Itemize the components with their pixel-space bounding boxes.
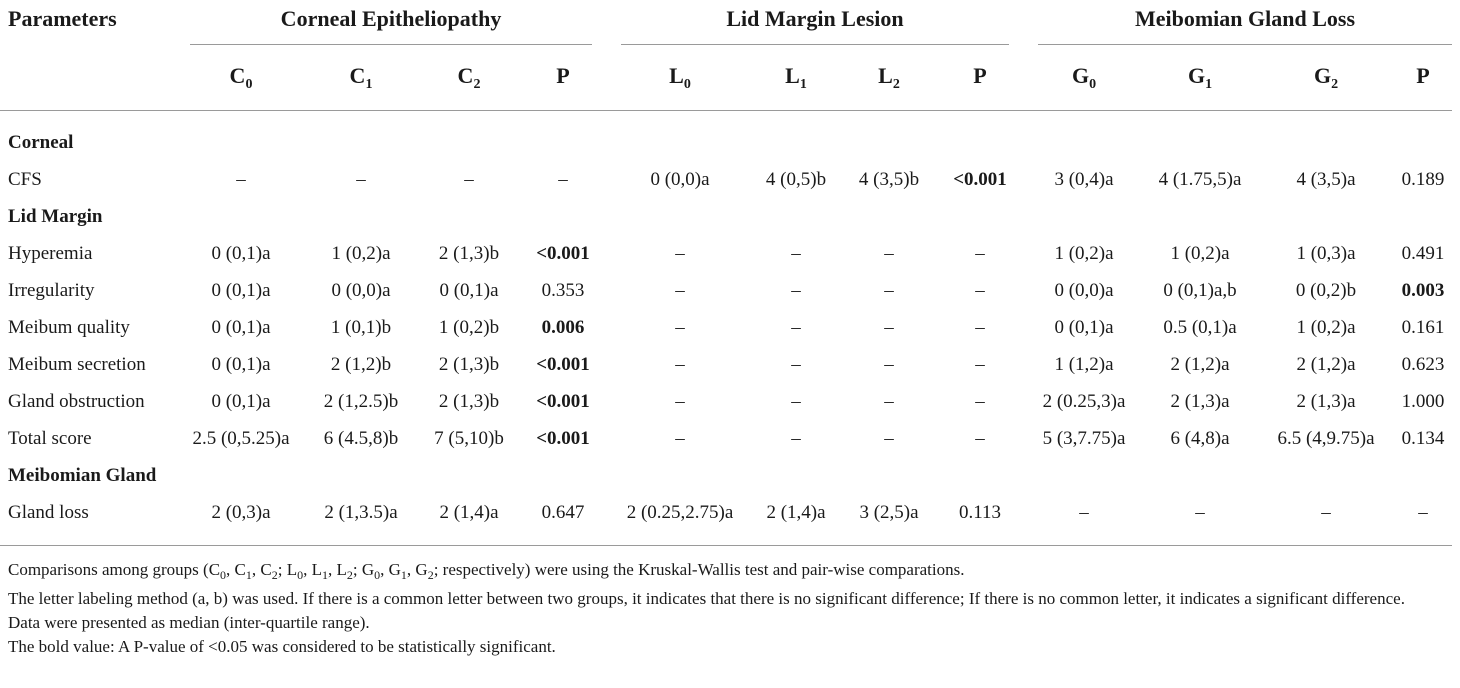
table-cell: 2 (1,3)a — [1170, 391, 1230, 412]
table-cell: 2 (1,2.5)b — [323, 391, 399, 412]
table-cell: – — [884, 280, 894, 301]
table-cell: 1 (1,2)a — [1054, 354, 1114, 375]
table-cell: – — [1195, 502, 1205, 523]
table-cell: – — [1079, 502, 1089, 523]
table-cell: 2 (1,4)a — [766, 502, 826, 523]
table-bottom-rule — [0, 545, 1452, 546]
table-cell: 4 (3,5)a — [1296, 169, 1356, 190]
table-cell: – — [675, 391, 685, 412]
group-header-meibomian: Meibomian Gland Loss — [1134, 6, 1356, 31]
row-label: Irregularity — [8, 280, 95, 301]
note-data: Data were presented as median (inter-quartile range). — [8, 613, 370, 632]
table-cell: <0.001 — [536, 428, 590, 449]
table-cell: – — [975, 428, 985, 449]
table-cell: – — [975, 354, 985, 375]
table-cell: – — [975, 280, 985, 301]
column-header: P — [973, 63, 987, 88]
table-cell: – — [464, 169, 474, 190]
table-cell: 2 (1,3)a — [1296, 391, 1356, 412]
table-cell: 0.491 — [1401, 243, 1445, 264]
table-cell: 5 (3,7.75)a — [1042, 428, 1126, 449]
table-cell: 1 (0,3)a — [1296, 243, 1356, 264]
table-cell: 2 (0,3)a — [211, 502, 271, 523]
table-row — [0, 383, 1460, 420]
row-label: Meibum secretion — [8, 354, 146, 375]
section-row — [0, 198, 1460, 235]
note-group-list: $C_0$, $C_1$, $C_2$; $L_0$, $L_1$, $L_2$; $G_0$, $G_1$, $G_2$ — [208, 560, 434, 582]
table-cell: 0 (0,1)a — [211, 243, 271, 264]
table-cell: 0.647 — [541, 502, 585, 523]
column-header: $C_2$ — [457, 63, 481, 92]
table-cell: 0.161 — [1401, 317, 1445, 338]
row-label: CFS — [8, 169, 42, 190]
table-cell: – — [1321, 502, 1331, 523]
table-cell: 0 (0,1)a — [1054, 317, 1114, 338]
table-cell: 0 (0,1)a,b — [1163, 280, 1237, 301]
table-cell: 2 (1,3)b — [438, 354, 500, 375]
column-header: $G_0$ — [1071, 63, 1097, 92]
table-cell: 6 (4,8)a — [1170, 428, 1230, 449]
row-label: Total score — [8, 428, 92, 449]
table-cell: – — [675, 243, 685, 264]
table-cell: 2 (1,3)b — [438, 243, 500, 264]
table-cell: 2 (1,2)a — [1296, 354, 1356, 375]
table-cell: 1 (0,2)a — [1296, 317, 1356, 338]
table-cell: 2 (0.25,3)a — [1042, 391, 1126, 412]
table-cell: 3 (0,4)a — [1054, 169, 1114, 190]
table-cell: – — [675, 354, 685, 375]
group-header-corneal: Corneal Epitheliopathy — [280, 6, 502, 31]
group-rule-lid-margin — [621, 44, 1009, 45]
group-rule-corneal — [190, 44, 592, 45]
table-cell: – — [884, 243, 894, 264]
table-row — [0, 494, 1460, 531]
table-cell: 4 (1.75,5)a — [1158, 169, 1242, 190]
table-cell: 0.003 — [1401, 280, 1445, 301]
section-label: Meibomian Gland — [8, 465, 157, 486]
column-header: $L_1$ — [785, 63, 807, 92]
table-cell: 0 (0,1)a — [211, 317, 271, 338]
table-cell: 1 (0,1)b — [330, 317, 392, 338]
table-cell: – — [558, 169, 568, 190]
column-header: P — [1416, 63, 1430, 88]
table-cell: <0.001 — [536, 354, 590, 375]
table-cell: 6.5 (4,9.75)a — [1277, 428, 1375, 449]
table-cell: 0 (0,1)a — [211, 391, 271, 412]
table-cell: 2 (1,2)a — [1170, 354, 1230, 375]
table-cell: – — [975, 243, 985, 264]
table-cell: 2 (1,3)b — [438, 391, 500, 412]
group-rule-meibomian — [1038, 44, 1452, 45]
column-header: $C_1$ — [349, 63, 373, 92]
table-row — [0, 420, 1460, 457]
table-cell: – — [356, 169, 366, 190]
table-cell: – — [791, 428, 801, 449]
table-cell: 0.113 — [958, 502, 1002, 523]
table-cell: 2 (1,4)a — [439, 502, 499, 523]
table-cell: – — [236, 169, 246, 190]
table-cell: – — [675, 428, 685, 449]
table-cell: – — [675, 280, 685, 301]
row-label: Gland loss — [8, 502, 89, 523]
section-label: Corneal — [8, 132, 74, 153]
column-header: $G_1$ — [1187, 63, 1213, 92]
table-cell: – — [884, 317, 894, 338]
table-row — [0, 161, 1460, 198]
table-cell: <0.001 — [953, 169, 1007, 190]
column-header: $L_0$ — [669, 63, 691, 92]
table-cell: 1 (0,2)b — [438, 317, 500, 338]
table-cell: 0 (0,0)a — [1054, 280, 1114, 301]
table-cell: 0 (0,1)a — [439, 280, 499, 301]
table-row — [0, 272, 1460, 309]
table-cell: 3 (2,5)a — [859, 502, 919, 523]
table-cell: 0.5 (0,1)a — [1163, 317, 1237, 338]
table-cell: 0.189 — [1401, 169, 1445, 190]
table-cell: 2.5 (0,5.25)a — [192, 428, 290, 449]
table-cell: 0.134 — [1401, 428, 1445, 449]
table-row — [0, 235, 1460, 272]
table-cell: – — [884, 354, 894, 375]
table-cell: 0 (0,1)a — [211, 354, 271, 375]
header-bottom-rule — [0, 110, 1452, 111]
table-cell: – — [791, 354, 801, 375]
table-cell: – — [975, 391, 985, 412]
table-cell: 0 (0,1)a — [211, 280, 271, 301]
section-row — [0, 124, 1460, 161]
section-label: Lid Margin — [8, 206, 103, 227]
parameters-header: Parameters — [8, 6, 117, 31]
table-cell: 4 (0,5)b — [765, 169, 827, 190]
table-cell: – — [1418, 502, 1428, 523]
column-header: $C_0$ — [229, 63, 253, 92]
table-cell: – — [884, 428, 894, 449]
section-row — [0, 457, 1460, 494]
table-cell: 4 (3,5)b — [858, 169, 920, 190]
table-cell: – — [884, 391, 894, 412]
row-label: Hyperemia — [8, 243, 93, 264]
table-cell: 0.006 — [541, 317, 585, 338]
note-letters: The letter labeling method (a, b) was used. If there is a common letter between two groups, it indicates that there is no significant difference; If there is no common letter, it indicates a significant difference. — [8, 589, 1405, 608]
group-header-lid-margin: Lid Margin Lesion — [726, 6, 904, 31]
table-cell: 0 (0,0)a — [650, 169, 710, 190]
table-cell: – — [975, 317, 985, 338]
table-cell: – — [791, 243, 801, 264]
table-cell: 2 (1,2)b — [330, 354, 392, 375]
row-label: Gland obstruction — [8, 391, 145, 412]
table-cell: <0.001 — [536, 243, 590, 264]
column-header: $G_2$ — [1313, 63, 1339, 92]
table-cell: 7 (5,10)b — [434, 428, 504, 449]
table-cell: 0 (0,2)b — [1295, 280, 1357, 301]
column-header: $L_2$ — [878, 63, 900, 92]
row-label: Meibum quality — [8, 317, 130, 338]
table-cell: – — [791, 317, 801, 338]
table-cell: <0.001 — [536, 391, 590, 412]
table-row — [0, 309, 1460, 346]
table-cell: 1 (0,2)a — [1054, 243, 1114, 264]
table-cell: 0.353 — [541, 280, 585, 301]
table-row — [0, 346, 1460, 383]
table-cell: 1.000 — [1401, 391, 1445, 412]
table-cell: – — [791, 391, 801, 412]
table-cell: 0.623 — [1401, 354, 1445, 375]
table-cell: 6 (4.5,8)b — [323, 428, 399, 449]
column-header: P — [556, 63, 570, 88]
table-cell: 1 (0,2)a — [331, 243, 391, 264]
table-cell: 1 (0,2)a — [1170, 243, 1230, 264]
table-cell: – — [675, 317, 685, 338]
table-cell: 2 (1,3.5)a — [324, 502, 398, 523]
note-comparisons: Comparisons among groups ($C_0$, $C_1$, $C_2$; $L_0$, $L_1$, $L_2$; $G_0$, $G_1$, $G_2$; respectively) were using the Kruskal-Wallis test and pair-wise comparations. — [8, 560, 965, 582]
note-bold: The bold value: A P-value of <0.05 was considered to be statistically significant. — [8, 637, 556, 656]
table-footnotes — [8, 558, 1454, 659]
table-cell: 2 (0.25,2.75)a — [626, 502, 734, 523]
table-cell: – — [791, 280, 801, 301]
table-cell: 0 (0,0)a — [331, 280, 391, 301]
